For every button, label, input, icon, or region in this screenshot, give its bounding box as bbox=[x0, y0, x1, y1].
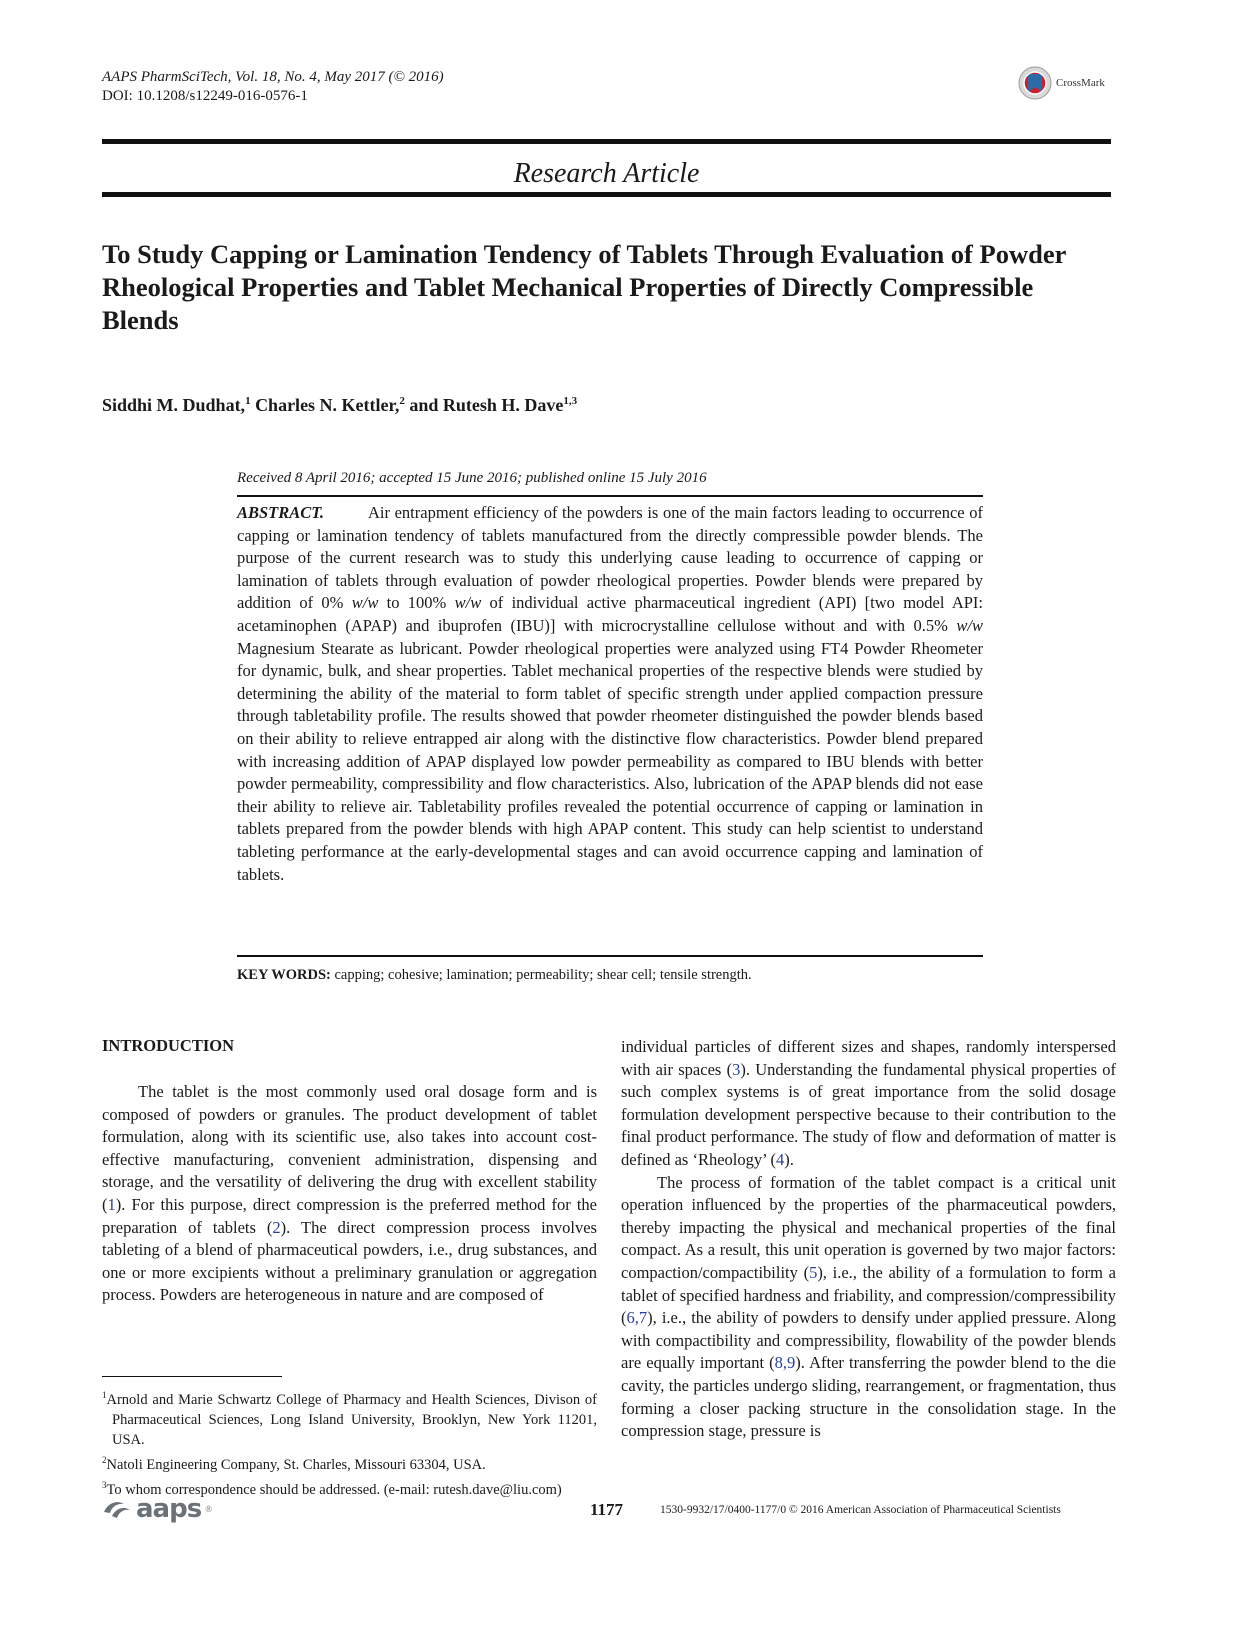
keywords-text: capping; cohesive; lamination; permeability; shear cell; tensile strength. bbox=[334, 967, 752, 983]
abstract-bottom-rule bbox=[237, 955, 983, 957]
abstract-text: of individual active pharmaceutical ingredient (API) [two model API: acetaminophen (APAP) and ibuprofen (IBU)] with microcrystalline cellulose without and with 0.5% bbox=[237, 593, 984, 635]
aaps-logo bbox=[102, 1494, 212, 1524]
journal-citation: AAPS PharmSciTech, Vol. 18, No. 4, May 2017 (© 2016) bbox=[102, 69, 444, 85]
section-type: Research Article bbox=[513, 158, 700, 189]
header-bottom-rule bbox=[102, 192, 1111, 197]
journal-info bbox=[102, 68, 444, 106]
citation-link[interactable]: 1 bbox=[107, 1194, 116, 1214]
aaps-logo-text: aaps bbox=[136, 1494, 202, 1524]
doi[interactable]: DOI: 10.1208/s12249-016-0576-1 bbox=[102, 88, 308, 104]
author-name: Charles N. Kettler, bbox=[255, 395, 400, 415]
footnote-rule bbox=[102, 1376, 282, 1377]
left-column bbox=[102, 1081, 597, 1307]
abstract-unit: w/w bbox=[454, 593, 482, 613]
author-affiliation-mark: 1,3 bbox=[563, 395, 578, 407]
page-number: 1177 bbox=[590, 1500, 624, 1519]
abstract-unit: w/w bbox=[351, 593, 379, 613]
citation-link[interactable]: 2 bbox=[272, 1217, 281, 1237]
keywords bbox=[237, 967, 752, 984]
author-affiliation-mark: 2 bbox=[399, 395, 405, 407]
footnote: $^2$Natoli Engineering Company, St. Charles, Missouri 63304, USA. bbox=[102, 1454, 486, 1473]
top-rule bbox=[102, 139, 1111, 144]
author-list bbox=[102, 395, 577, 416]
registered-mark: ® bbox=[205, 1504, 213, 1514]
footnote: $^1$Arnold and Marie Schwartz College of Pharmacy and Health Sciences, Divison of Pharmaceutical Sciences, Long Island University, Brooklyn, New York 11201, USA. bbox=[102, 1390, 597, 1448]
author-name: Siddhi M. Dudhat, bbox=[102, 395, 246, 415]
citation-link[interactable]: 8,9 bbox=[774, 1353, 796, 1373]
abstract-text: to 100% bbox=[386, 593, 447, 613]
citation-link[interactable]: 6,7 bbox=[626, 1308, 648, 1328]
abstract bbox=[237, 502, 983, 886]
abstract-text: Magnesium Stearate as lubricant. Powder rheological properties were analyzed using FT4 Powder Rheometer for dynamic, bulk, and shear properties. Tablet mechanical properties of the respective blends were studied by determining the ability of the material to form tablet of specific strength under applied compaction pressure through tabletability profile. The results showed that powder rheometer distinguished the powder blends based on their ability to relieve entrapped air along with the distinctive flow characteristics. Powder blend prepared with increasing addition of APAP displayed low powder permeability as compared to IBU blends with better powder permeability, compressibility and flow characteristics. Also, lubrication of the APAP blends did not ease their ability to relieve air. Tabletability profiles revealed the potential occurrence of capping or lamination in tablets prepared from the powder blends with high APAP content. This study can help scientist to understand tableting performance at the early-developmental stages and can avoid occurrence capping and lamination of tablets. bbox=[237, 638, 983, 884]
article-title: To Study Capping or Lamination Tendency of Tablets Through Evaluation of Powder Rheological Properties and Tablet Mechanical Properties of Directly Compressible Blends bbox=[102, 239, 1066, 335]
citation-link[interactable]: 4 bbox=[776, 1149, 785, 1169]
aaps-swoosh-icon bbox=[102, 1498, 132, 1520]
crossmark-badge[interactable] bbox=[1018, 66, 1105, 100]
author-affiliation-mark: 1 bbox=[245, 395, 251, 407]
abstract-top-rule bbox=[237, 495, 983, 497]
crossmark-label: CrossMark bbox=[1056, 77, 1105, 89]
issn-copyright: 1530-9932/17/0400-1177/0 © 2016 American Association of Pharmaceutical Scientists bbox=[660, 1504, 1061, 1516]
right-column bbox=[621, 1036, 1116, 1443]
footnotes bbox=[102, 1385, 597, 1499]
paragraph: The tablet is the most commonly used oral dosage form and is composed of powders or granules. The product development of tablet formulation, along with its scientific use, also takes into account cost-effective manufacturing, convenient administration, dispensing and storage, and the versatility of delivering the drug with excellent stability (1). For this purpose, direct compression is the preferred method for the preparation of tablets (2). The direct compression process involves tableting of a blend of pharmaceutical powders, i.e., drug substances, and one or more excipients without a preliminary granulation or aggregation process. Powders are heterogeneous in nature and are composed of bbox=[102, 1082, 597, 1305]
abstract-unit: w/w bbox=[956, 615, 983, 635]
author-name: and Rutesh H. Dave bbox=[409, 395, 564, 415]
abstract-label: ABSTRACT. bbox=[237, 503, 324, 522]
footnote: $^3$To whom correspondence should be addressed. (e-mail: rutesh.dave@liu.com) bbox=[102, 1479, 562, 1498]
citation-link[interactable]: 3 bbox=[732, 1059, 741, 1079]
received-dates: Received 8 April 2016; accepted 15 June 2016; published online 15 July 2016 bbox=[237, 470, 707, 486]
abstract-text: Air entrapment efficiency of the powders is one of the main factors leading to occurrence of capping or lamination tendency of tablets manufactured from the directly compressible powder blends. The purpose of the current research was to study this underlying cause leading to occurrence of capping or lamination of tablets through evaluation of powder rheological properties. Powder blends were prepared by addition of 0% bbox=[237, 503, 983, 613]
crossmark-icon bbox=[1018, 66, 1052, 100]
paragraph: The process of formation of the tablet compact is a critical unit operation influenced by the properties of the pharmaceutical powders, thereby impacting the physical and mechanical properties of the final compact. As a result, this unit operation is governed by two major factors: compaction/compactibility (5), i.e., the ability of a formulation to form a tablet of specified hardness and friability, and compression/compressibility (6,7), i.e., the ability of powders to densify under applied pressure. Along with compactibility and compressibility, flowability of the powder blends are equally important (8,9). After transferring the powder blend to the die cavity, the particles undergo sliding, rearrangement, or fragmentation, thus forming a closer packing structure in the consolidation stage. In the compression stage, pressure is bbox=[621, 1172, 1117, 1441]
section-heading-introduction: INTRODUCTION bbox=[102, 1036, 235, 1055]
citation-link[interactable]: 5 bbox=[809, 1262, 818, 1282]
keywords-label: KEY WORDS: bbox=[237, 967, 331, 983]
paragraph: individual particles of different sizes and shapes, randomly interspersed with air spaces (3). Understanding the fundamental physical properties of such complex systems is of great importance from the solid dosage formulation development perspective because to their contribution to the final product performance. The study of flow and deformation of matter is defined as ‘Rheology’ (4). bbox=[621, 1037, 1116, 1169]
